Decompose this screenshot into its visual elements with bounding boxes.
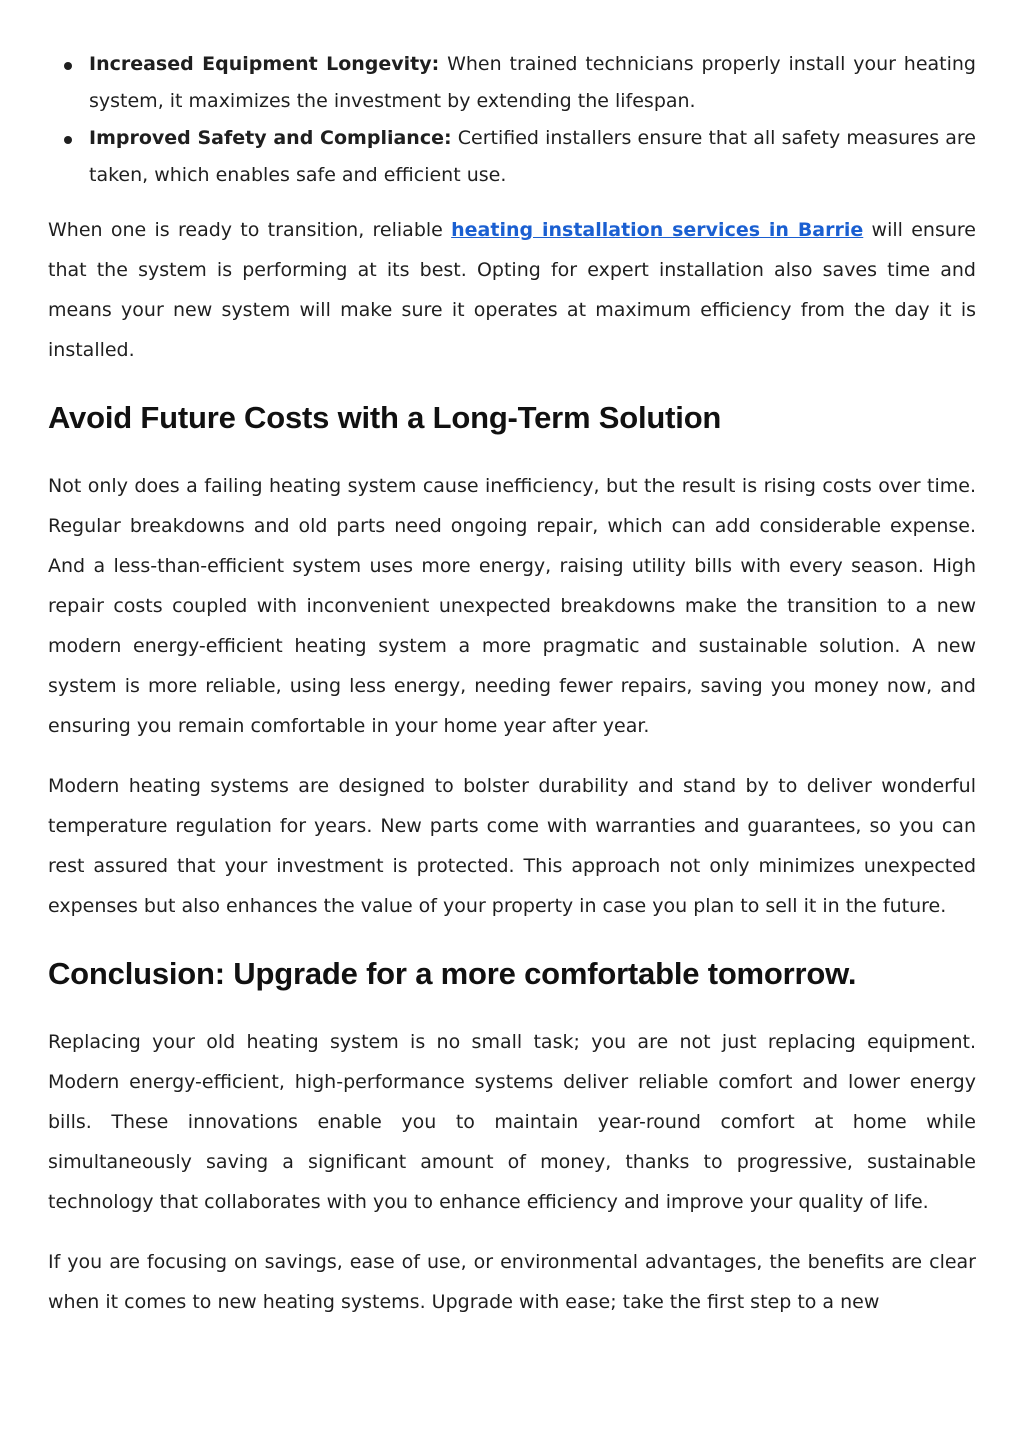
list-item	[48, 46, 976, 120]
bullet-title: Increased Equipment Longevity:	[89, 53, 440, 75]
heating-installation-link[interactable]: heating installation services in Barrie	[451, 219, 864, 241]
bullet-text: Certified installers ensure that all safety measures are taken, which enables safe and efficient use.	[89, 127, 977, 186]
document-page	[48, 46, 976, 1342]
intro-text-before-link: When one is ready to transition, reliable	[48, 219, 452, 241]
section-heading-future-costs: Avoid Future Costs with a Long-Term Solution	[48, 400, 722, 435]
section-heading-conclusion: Conclusion: Upgrade for a more comfortable tomorrow.	[48, 956, 857, 991]
intro-paragraph	[48, 210, 976, 370]
paragraph: Modern heating systems are designed to bolster durability and stand by to deliver wonderful temperature regulation for years. New parts come with warranties and guarantees, so you can rest assured that your investment is protected. This approach not only minimizes unexpected expenses but also enhances the value of your property in case you plan to sell it in the future.	[48, 775, 976, 917]
paragraph: Not only does a failing heating system cause inefficiency, but the result is rising costs over time. Regular breakdowns and old parts need ongoing repair, which can add considerable expense. And a less-than-efficient system uses more energy, raising utility bills with every season. High repair costs coupled with inconvenient unexpected breakdowns make the transition to a new modern energy-efficient heating system a more pragmatic and sustainable solution. A new system is more reliable, using less energy, needing fewer repairs, saving you money now, and ensuring you remain comfortable in your home year after year.	[48, 475, 976, 737]
bullet-text: When trained technicians properly install your heating system, it maximizes the investment by extending the lifespan.	[89, 53, 976, 112]
benefits-list	[48, 46, 976, 194]
intro-text-after-link: will ensure that the system is performing at its best. Opting for expert installation also saves time and means your new system will make sure it operates at maximum efficiency from the day it is installed.	[48, 219, 976, 361]
bullet-title: Improved Safety and Compliance:	[89, 127, 452, 149]
paragraph: Replacing your old heating system is no small task; you are not just replacing equipment. Modern energy-efficient, high-performance systems deliver reliable comfort and lower energy bills. These innovations enable you to maintain year-round comfort at home while simultaneously saving a significant amount of money, thanks to progressive, sustainable technology that collaborates with you to enhance efficiency and improve your quality of life.	[48, 1031, 976, 1213]
list-item	[48, 120, 976, 194]
paragraph: If you are focusing on savings, ease of use, or environmental advantages, the benefits are clear when it comes to new heating systems. Upgrade with ease; take the first step to a new	[48, 1251, 976, 1313]
